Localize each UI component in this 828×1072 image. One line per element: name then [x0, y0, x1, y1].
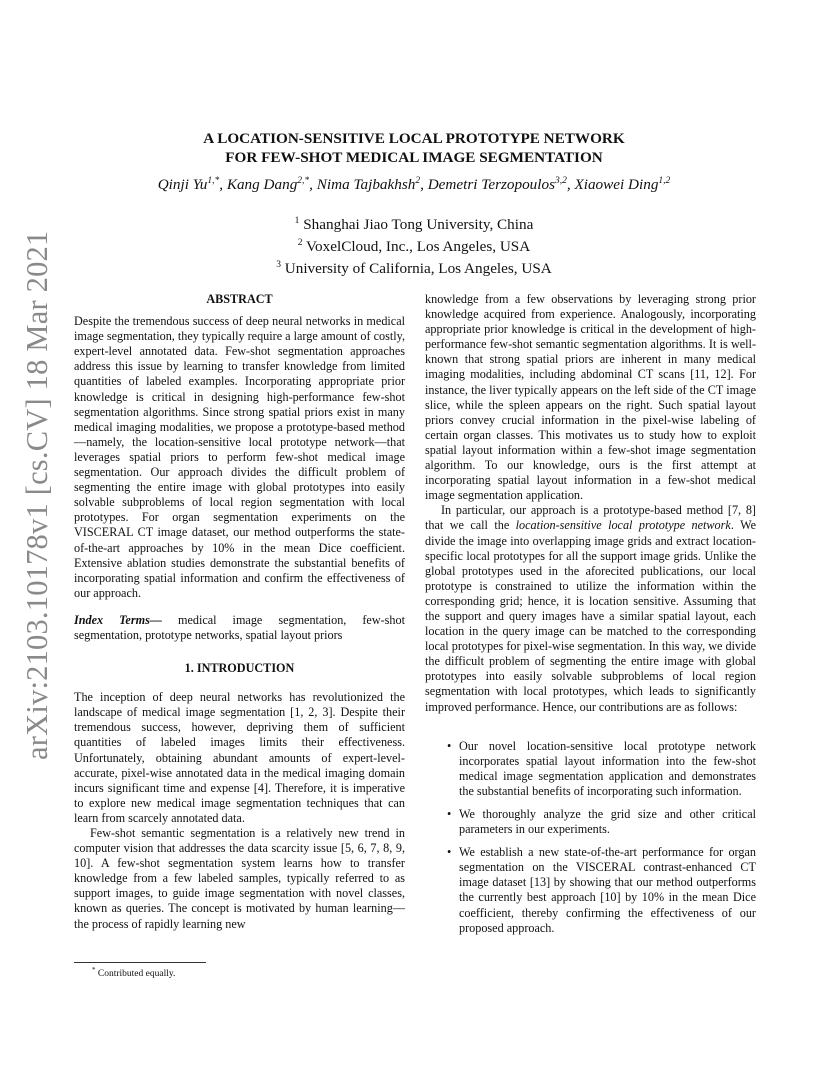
- author-separator: ,: [566, 176, 575, 194]
- intro-paragraph-1: The inception of deep neural networks has revolutionized the landscape of medical image segmentation [1, 2, 3]. Despite their tremendous success, however, depriving them of sufficient quantities of labeled images limits their effectiveness. Unfortunately, obtaining abundant amounts of expert-level-accurate, pixel-wise annotated data in the medical imaging domain incurs significant time and expense [4]. Therefore, it is imperative to explore new medical image segmentation techniques that can learn from scarcely annotated data.: [74, 690, 405, 825]
- bullet-icon: •: [447, 738, 452, 753]
- author-name: Demetri Terzopoulos: [427, 176, 555, 194]
- affiliation: [0, 256, 828, 278]
- abstract-heading: ABSTRACT: [206, 292, 273, 306]
- author-affil-mark: 1,2: [658, 176, 671, 186]
- abstract-text: Despite the tremendous success of deep neural networks in medical image segmentation, they typically require a large amount of costly, expert-level annotated data. Few-shot segmentation approaches address this issue by learning to transfer knowledge from limited quantities of labeled examples. Incorporating appropriate prior knowledge is critical in designing high-performance few-shot segmentation algorithms. Since strong spatial priors exist in many medical imaging modalities, we propose a prototype-based method—namely, the location-sensitive local prototype network—that leverages spatial priors to perform few-shot medical image segmentation. Our approach divides the difficult problem of segmenting the entire image with global prototypes into easily solvable subproblems of local region segmentation with local prototypes. For organ segmentation experiments on the VISCERAL CT image dataset, our method outperforms the state-of-the-art approaches by 10% in the mean Dice coefficient. Extensive ablation studies demonstrate the substantial benefits of incorporating spatial information and confirm the effectiveness of our approach.: [74, 314, 405, 600]
- introduction-heading: 1. INTRODUCTION: [184, 661, 295, 676]
- method-name: location-sensitive local prototype network: [515, 518, 731, 533]
- author-name: Kang Dang: [226, 176, 298, 194]
- footnote-mark: *: [92, 966, 96, 974]
- intro-paragraph-2: Few-shot semantic segmentation is a relatively new trend in computer vision that addresses the data scarcity issue [5, 6, 7, 8, 9, 10]. A few-shot segmentation system learns how to transfer knowledge from a few labeled samples, typically referred to as support images, to guide image segmentation with novel classes, known as queries. The concept is motivated by human learning—the process of rapidly learning new: [74, 826, 405, 931]
- bullet-icon: •: [447, 807, 452, 821]
- title-line-2: FOR FEW-SHOT MEDICAL IMAGE SEGMENTATION: [225, 149, 603, 166]
- bullet-icon: •: [447, 845, 452, 860]
- paragraph-text: . We divide the image into overlapping image grids and extract location-specific local prototypes for all the support image grids. Unlike the global prototypes used in the aforecited publications, our local prototype is constrained to utilize the information within the corresponding grid; hence, it is location sensitive. Assuming that the support and query images have a similar spatial layout, each location in the query image can be matched to the corresponding local prototypes for pixel-wise segmentation. In this way, we divide the difficult problem of segmenting the entire image with global prototypes into easily solvable subproblems of local region segmentation with local prototypes, which leads to significantly improved performance. Hence, our contributions are as follows:: [425, 518, 757, 714]
- contribution-text: Our novel location-sensitive local prototype network incorporates spatial layout information into the few-shot medical image segmentation application and demonstrates the substantial benefits of incorporating such information.: [459, 738, 756, 798]
- affiliation-mark: 3: [276, 260, 281, 271]
- footnote-text: Contributed equally.: [97, 969, 176, 980]
- arxiv-identifier-stamp: arXiv:2103.10178v1 [cs.CV] 18 Mar 2021: [20, 230, 54, 760]
- affiliation-mark: 1: [294, 216, 300, 226]
- author-name: Xiaowei Ding: [574, 176, 659, 194]
- affiliation-text: University of California, Los Angeles, USA: [280, 260, 552, 278]
- contribution-text: We thoroughly analyze the grid size and other critical parameters in our experiments.: [459, 807, 756, 837]
- list-item: [425, 807, 756, 837]
- title-line-1: A LOCATION-SENSITIVE LOCAL PROTOTYPE NETWORK: [203, 130, 625, 147]
- list-item: [425, 739, 756, 799]
- author-separator: ,: [219, 176, 227, 194]
- author-list: [0, 176, 828, 194]
- contributions-list: [425, 739, 756, 936]
- index-terms-text: medical image segmentation, few-shot segmentation, prototype networks, spatial layout priors: [74, 612, 405, 642]
- author-affil-mark: 2: [415, 176, 421, 186]
- index-terms: [74, 613, 405, 643]
- affiliation-mark: 2: [297, 238, 303, 249]
- list-item: [425, 845, 756, 936]
- left-column: [74, 292, 405, 932]
- contribution-text: We establish a new state-of-the-art performance for organ segmentation on the VISCERAL contrast-enhanced CT image dataset [13] by showing that our method outperforms the currently best approach [10] by 10% in the mean Dice coefficient, thereby confirming the effectiveness of our proposed approach.: [459, 845, 756, 935]
- author-affil-mark: 1,*: [207, 176, 220, 186]
- affiliation: [0, 234, 828, 256]
- affiliation-list: [0, 212, 828, 278]
- affiliation-text: VoxelCloud, Inc., Los Angeles, USA: [302, 238, 531, 256]
- author-name: Qinji Yu: [157, 176, 208, 194]
- author-separator: ,: [420, 176, 428, 194]
- footnote-rule: [74, 962, 206, 963]
- index-terms-label: Index Terms—: [74, 612, 162, 627]
- paper-title: [0, 129, 828, 167]
- author-name: Nima Tajbakhsh: [316, 176, 416, 194]
- intro-paragraph-3: [425, 503, 756, 714]
- paragraph-text: In particular, our approach is a prototype-based method [7, 8] that we call the: [425, 503, 756, 533]
- footnote: [92, 966, 175, 979]
- author-separator: ,: [309, 176, 317, 194]
- right-column: [425, 292, 756, 944]
- author-affil-mark: 3,2: [555, 176, 567, 186]
- affiliation: [0, 212, 828, 234]
- author-affil-mark: 2,*: [297, 176, 310, 186]
- affiliation-text: Shanghai Jiao Tong University, China: [299, 216, 534, 234]
- intro-paragraph-2-continued: knowledge from a few observations by leveraging strong prior knowledge acquired from experience. Analogously, incorporating appropriate prior knowledge is critical in the development of high-performance few-shot semantic segmentation algorithms. It is well-known that strong spatial priors are inherent in many medical imaging modalities, including abdominal CT scans [11, 12]. For instance, the liver typically appears on the left side of the CT image slice, while the spleen appears on the right. Such spatial layout priors convey crucial information in the pixel-wise labeling of certain organ classes. This motivates us to study how to exploit spatial layout information within a few-shot image segmentation algorithm. To our knowledge, ours is the first attempt at incorporating spatial layout information in a few-shot medical image segmentation application.: [425, 292, 756, 503]
